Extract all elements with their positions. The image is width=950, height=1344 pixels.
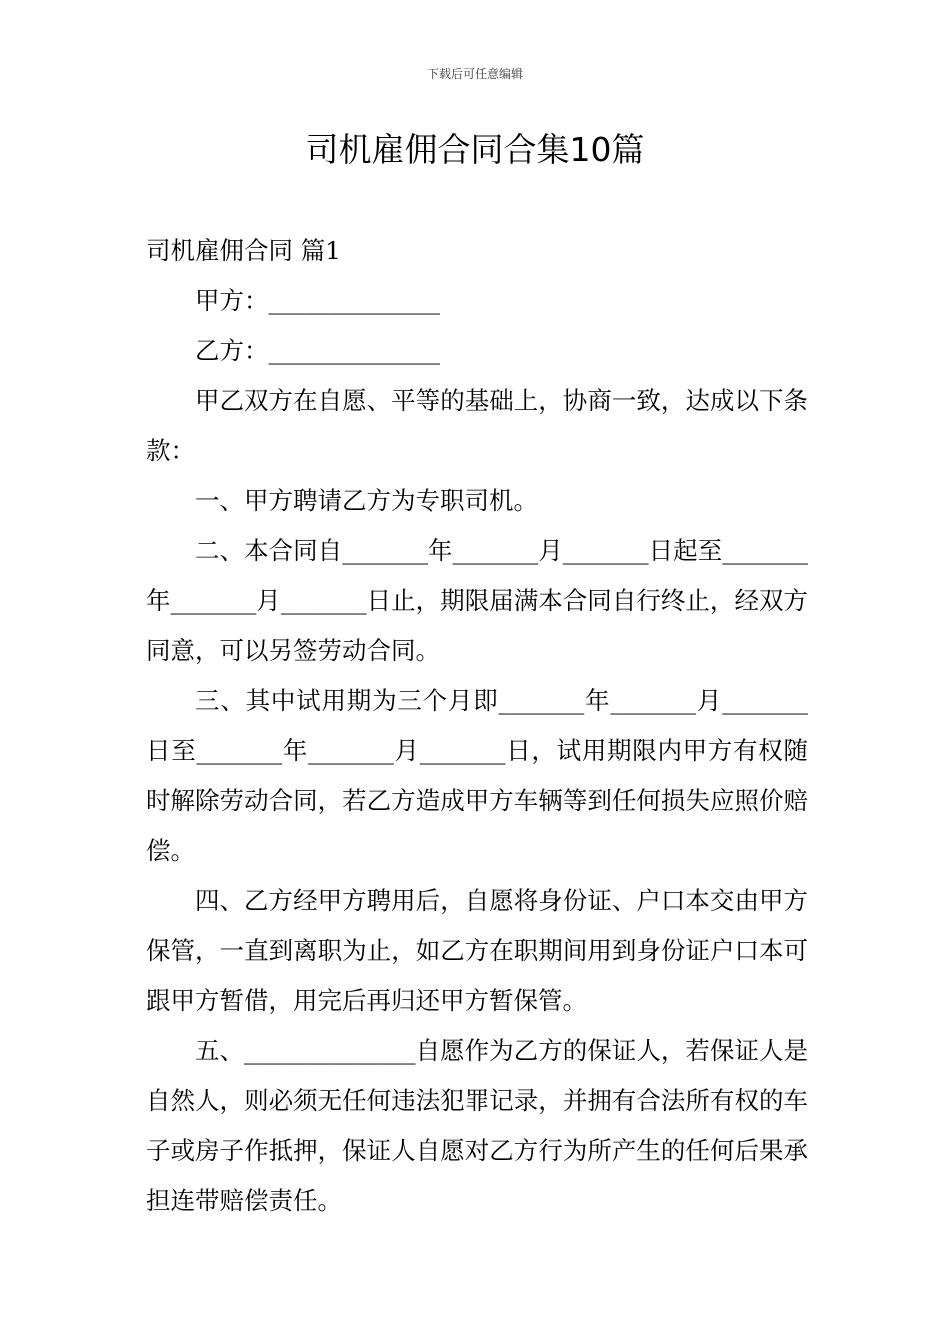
clause-3: 三、其中试用期为三个月即_______年_______月_______日至_______年_______月_______日，试用期限内甲方有权随时解除劳动合同，若乙方造成甲方车辆等到任何损失应照价赔偿。 <box>146 686 808 865</box>
clause-5: 五、______________自愿作为乙方的保证人，若保证人是自然人，则必须无任何违法犯罪记录，并拥有合法所有权的车子或房子作抵押，保证人自愿对乙方行为所产生的任何后果承担连带赔偿责任。 <box>146 1036 808 1215</box>
clause-2: 二、本合同自_______年_______月_______日起至_______年_______月_______日止，期限届满本合同自行终止，经双方同意，可以另签劳动合同。 <box>146 536 808 665</box>
section-heading: 司机雇佣合同 篇1 <box>146 236 341 265</box>
clause-1: 一、甲方聘请乙方为专职司机。 <box>195 486 538 515</box>
paragraph-intro: 甲乙双方在自愿、平等的基础上，协商一致，达成以下条款： <box>146 386 808 465</box>
clause-4: 四、乙方经甲方聘用后，自愿将身份证、户口本交由甲方保管，一直到离职为止，如乙方在职期间用到身份证户口本可跟甲方暂借，用完后再归还甲方暂保管。 <box>146 886 808 1015</box>
header-note: 下载后可任意编辑 <box>426 67 523 81</box>
document-title: 司机雇佣合同合集10篇 <box>305 130 645 169</box>
party-a-line: 甲方：______________ <box>195 286 440 315</box>
document-body <box>146 226 808 1226</box>
party-b-line: 乙方：______________ <box>195 336 440 365</box>
